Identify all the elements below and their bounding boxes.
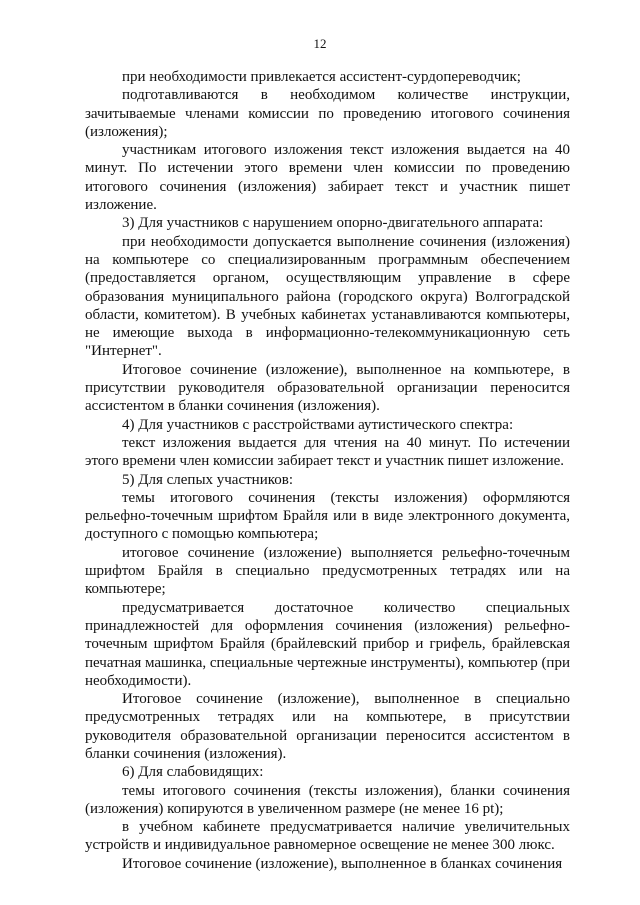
document-body xyxy=(85,68,570,873)
paragraph: предусматривается достаточное количество специальных принадлежностей для оформления сочинения (изложения) рельефно-точечным шрифтом Брайля (брайлевский прибор и грифель, брайлевская печатная машинка, специальные чертежные инструменты), компьютер (при необходимости). xyxy=(85,599,570,689)
section-heading: 3) Для участников с нарушением опорно-двигательного аппарата: xyxy=(122,215,544,232)
paragraph: текст изложения выдается для чтения на 40 минут. По истечении этого времени член комиссии забирает текст и участник пишет изложение. xyxy=(85,434,570,470)
paragraph: Итоговое сочинение (изложение), выполненное в специально предусмотренных тетрадях или на компьютере, в присутствии руководителя образовательной организации переносится ассистентом в бланки сочинения (изложения). xyxy=(85,691,570,762)
paragraph: Итоговое сочинение (изложение), выполненное в бланках сочинения xyxy=(122,855,563,872)
paragraph: Итоговое сочинение (изложение), выполненное на компьютере, в присутствии руководителя образовательной организации переносится ассистентом в бланки сочинения (изложения). xyxy=(85,361,570,415)
paragraph: участникам итогового изложения текст изложения выдается на 40 минут. По истечении этого времени член комиссии по проведению итогового сочинения (изложения) забирает текст и участник пишет изложение. xyxy=(85,142,570,214)
paragraph: при необходимости привлекается ассистент-сурдопереводчик; xyxy=(122,69,521,85)
page-number: 12 xyxy=(313,36,327,51)
paragraph: подготавливаются в необходимом количестве инструкции, зачитываемые членами комиссии по проведению итогового сочинения (изложения); xyxy=(85,87,570,140)
paragraph: при необходимости допускается выполнение сочинения (изложения) на компьютере со специализированным программным обеспечением (предоставляется органом, осуществляющим управление в сфере образования муниципального района (городского округа) Волгоградской области, комитетом). В учебных кабинетах устанавливаются компьютеры, не имеющие выхода в информационно-телекоммуникационную сеть "Интернет". xyxy=(85,233,570,360)
section-heading: 4) Для участников с расстройствами аутистического спектра: xyxy=(122,416,514,433)
paragraph: темы итогового сочинения (тексты изложения) оформляются рельефно-точечным шрифтом Брайля или в виде электронного документа, доступного с помощью компьютера; xyxy=(85,489,570,543)
paragraph: в учебном кабинете предусматривается наличие увеличительных устройств и индивидуальное равномерное освещение не менее 300 люкс. xyxy=(85,819,570,854)
section-heading: 5) Для слепых участников: xyxy=(122,471,294,488)
paragraph: итоговое сочинение (изложение) выполняется рельефно-точечным шрифтом Брайля в специально предусмотренных тетрадях или на компьютере; xyxy=(85,544,570,598)
paragraph: темы итогового сочинения (тексты изложения), бланки сочинения (изложения) копируются в увеличенном размере (не менее 16 pt); xyxy=(85,782,570,817)
section-heading: 6) Для слабовидящих: xyxy=(122,764,264,781)
